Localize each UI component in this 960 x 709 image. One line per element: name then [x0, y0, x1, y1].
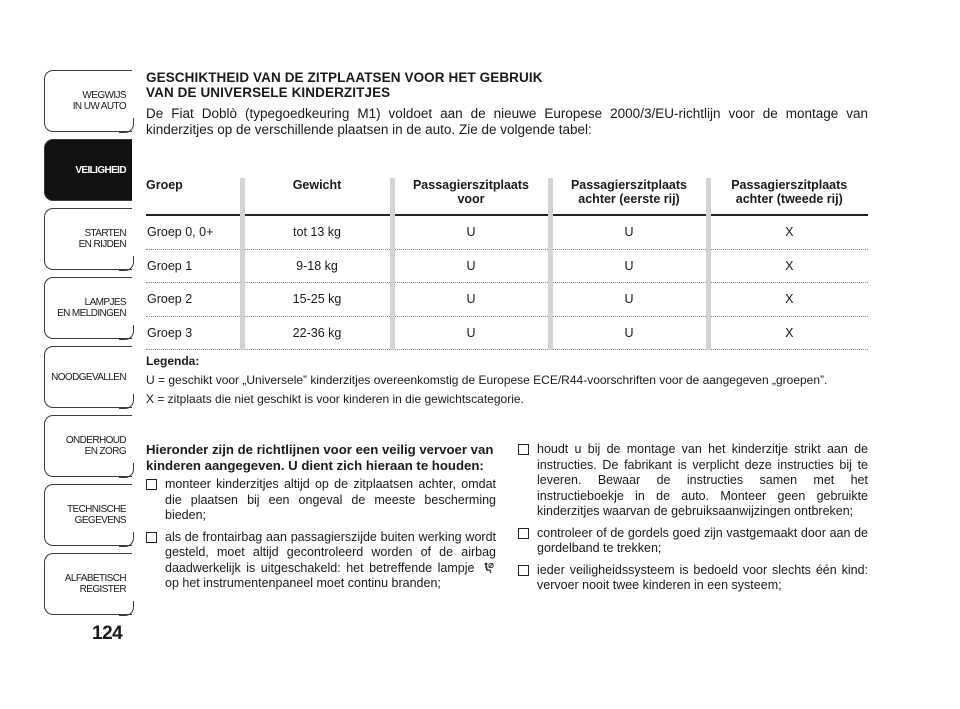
header-text: Passagierszitplaats: [731, 178, 848, 192]
tab-label: TECHNISCHE: [66, 504, 126, 515]
legend-heading: Legenda:: [146, 354, 200, 368]
table-cell: U: [392, 283, 550, 317]
list-item-text: monteer kinderzitjes altijd op de zitplaatsen achter, omdat die plaatsen bij een ongeval de meeste bescherming bieden;: [165, 477, 496, 522]
guidelines-lead: Hieronder zijn de richtlijnen voor een veilig vervoer van kinderen aangegeven. U dient zich hieraan te houden:: [146, 442, 494, 473]
seat-suitability-table: [146, 178, 868, 350]
guidelines-left-column: [146, 442, 496, 598]
list-item-text: ieder veiligheidssysteem is bedoeld voor slechts één kind: vervoer nooit twee kinderen in een systeem;: [537, 562, 868, 592]
table-cell: X: [708, 283, 868, 317]
tab-label: LAMPJES: [84, 297, 126, 308]
table-row: [146, 249, 868, 283]
tab-label: GEGEVENS: [74, 515, 126, 526]
header-achter-eerste: [550, 178, 708, 215]
table-cell: Groep 2: [146, 283, 242, 317]
tab-label: STARTEN: [84, 228, 126, 239]
tab-label: ALFABETISCH: [64, 573, 126, 584]
checkbox-bullet-icon: [518, 565, 529, 576]
section-header: [146, 70, 868, 138]
table-cell: tot 13 kg: [242, 215, 392, 249]
header-text: Passagierszitplaats: [412, 178, 530, 192]
list-item-text: op het instrumentenpaneel moet continu branden;: [165, 576, 441, 590]
header-voor: [392, 178, 550, 215]
tab-wegwijs[interactable]: [44, 70, 132, 132]
list-item-text: controleer of de gordels goed zijn vastgemaakt door aan de gordelband te trekken;: [537, 525, 868, 555]
tab-label: EN RIJDEN: [78, 239, 126, 250]
tab-label: WEGWIJS: [82, 90, 126, 101]
tab-technische-gegevens[interactable]: [44, 484, 132, 546]
tab-label: NOODGEVALLEN: [51, 371, 126, 383]
table-cell: U: [550, 215, 708, 249]
table-cell: X: [708, 316, 868, 350]
table-row: [146, 215, 868, 249]
table-cell: 9-18 kg: [242, 249, 392, 283]
checkbox-bullet-icon: [518, 444, 529, 455]
guidelines-list-left: [146, 477, 496, 592]
table-cell: 15-25 kg: [242, 283, 392, 317]
list-item-text: als de frontairbag aan passagierszijde buiten werking wordt gesteld, moet altijd gecontroleerd worden of de airbag daadwerkelijk is uitgeschakeld: het betreffende lampje: [165, 529, 496, 575]
tab-starten[interactable]: [44, 208, 132, 270]
intro-text: De Fiat Doblò (typegoedkeuring M1) voldoet aan de nieuwe Europese 2000/3/EU-richtlijn voor de montage van kinderzitjes op de verschillende plaatsen in de auto. Zie de volgende tabel:: [146, 106, 868, 137]
header-text: voor: [457, 192, 485, 206]
table-header-row: [146, 178, 868, 215]
header-achter-tweede: [708, 178, 868, 215]
tab-noodgevallen[interactable]: [44, 346, 132, 408]
table-cell: Groep 1: [146, 249, 242, 283]
tab-veiligheid[interactable]: [44, 139, 132, 201]
tab-lampjes[interactable]: [44, 277, 132, 339]
table-cell: U: [550, 249, 708, 283]
tab-label: ONDERHOUD: [65, 435, 126, 446]
title-line: VAN DE UNIVERSELE KINDERZITJES: [146, 85, 391, 100]
header-gewicht: [242, 178, 392, 215]
tab-alfabetisch-register[interactable]: [44, 553, 132, 615]
title-line: GESCHIKTHEID VAN DE ZITPLAATSEN VOOR HET GEBRUIK: [146, 70, 543, 85]
tab-label: EN MELDINGEN: [57, 308, 126, 319]
table-cell: U: [392, 249, 550, 283]
table-cell: Groep 3: [146, 316, 242, 350]
section-title: [146, 70, 868, 100]
list-item-text: houdt u bij de montage van het kinderzitje strikt aan de instructies. De fabrikant is verplicht deze instructies bij te leveren. Bewaar de instructies samen met het instructieboekje in de auto. Monteer geen gebruikte kinderzitjes waarvan de gebruiksaanwijzingen ontbreken;: [537, 442, 868, 518]
header-text: achter (tweede rij): [735, 192, 843, 206]
header-text: Gewicht: [292, 178, 342, 192]
table-cell: U: [550, 283, 708, 317]
header-text: achter (eerste rij): [578, 192, 680, 206]
list-item: [518, 526, 868, 557]
tab-onderhoud[interactable]: [44, 415, 132, 477]
table-cell: U: [392, 215, 550, 249]
list-item: [146, 477, 496, 524]
tab-label: VEILIGHEID: [75, 164, 126, 176]
table-row: [146, 283, 868, 317]
table-cell: U: [392, 316, 550, 350]
tab-label: EN ZORG: [84, 446, 126, 457]
table-cell: X: [708, 215, 868, 249]
guidelines-right-column: [518, 442, 868, 600]
header-text: Groep: [146, 178, 183, 192]
header-text: Passagierszitplaats: [570, 178, 688, 192]
guidelines-list-right: [518, 442, 868, 594]
table-cell: 22-36 kg: [242, 316, 392, 350]
tab-label: REGISTER: [79, 584, 126, 595]
chapter-tabs: [44, 70, 132, 622]
airbag-off-icon: [482, 562, 494, 574]
tab-label: IN UW AUTO: [72, 101, 126, 112]
checkbox-bullet-icon: [146, 479, 157, 490]
checkbox-bullet-icon: [518, 528, 529, 539]
page-number: 124: [92, 623, 123, 644]
table-cell: X: [708, 249, 868, 283]
table-row: [146, 316, 868, 350]
table-cell: U: [550, 316, 708, 350]
checkbox-bullet-icon: [146, 532, 157, 543]
table-legend: [146, 352, 868, 409]
list-item: [518, 442, 868, 520]
list-item: [518, 563, 868, 594]
header-groep: [146, 178, 242, 215]
legend-u: U = geschikt voor „Universele” kinderzitjes overeenkomstig de Europese ECE/R44-voorschriften voor de aangegeven „groepen”.: [146, 373, 828, 387]
table-cell: Groep 0, 0+: [146, 215, 242, 249]
legend-x: X = zitplaats die niet geschikt is voor kinderen in die gewichtscategorie.: [146, 392, 524, 406]
list-item: [146, 530, 496, 592]
